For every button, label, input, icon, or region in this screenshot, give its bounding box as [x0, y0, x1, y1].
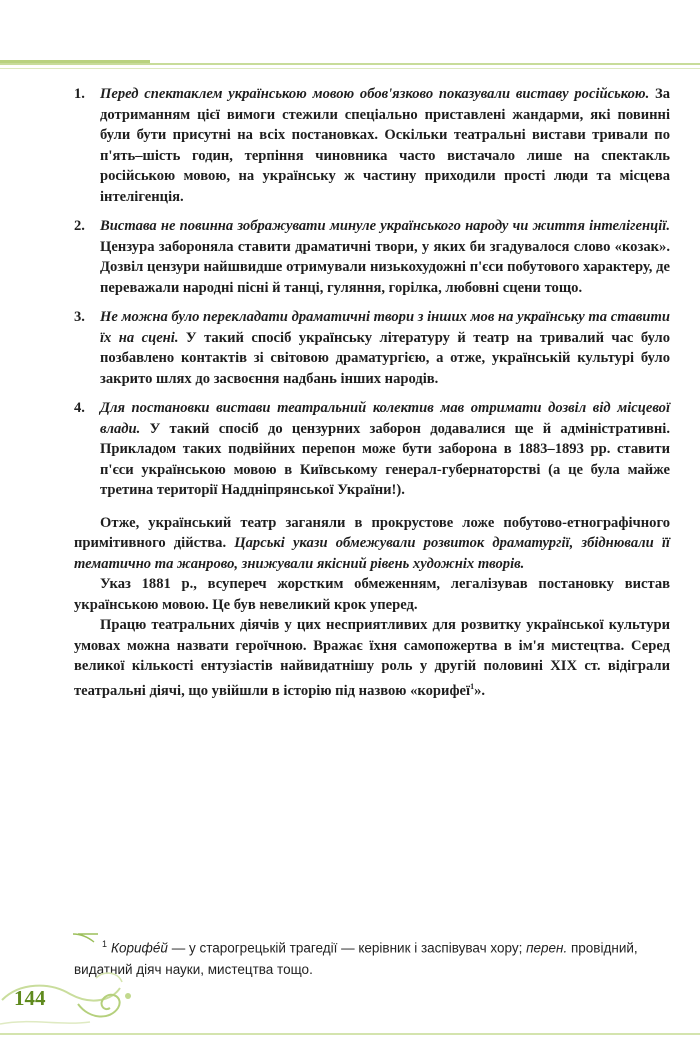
footnote [74, 934, 664, 980]
paragraph-conclusion [74, 513, 670, 575]
list-item-text: У такий спосіб українську літературу й театр на тривалий час було позбавлено контактів зі світовою драматургією, а отже, українській культурі було закрито шлях до засвоєння надбань інших народів. [100, 329, 670, 387]
paragraph-text-end: ». [474, 682, 486, 699]
paragraph-decree: Указ 1881 р., всупереч жорстким обмеженням, легалізував постановку вистав українською мовою. Це був невеликий крок уперед. [74, 576, 670, 613]
paragraph-emphasis: Царські укази обмежували розвиток драматургії, збіднювали її тематично та жанрово, знижували якісний рівень художніх творів. [74, 535, 670, 572]
list-item-number: 2. [74, 218, 85, 234]
footnote-abbr: перен. [526, 940, 568, 956]
list-item-text: У такий спосіб до цензурних заборон додавалися ще й адміністративні. Прикладом таких подвійних перепон може бути заборона в 1883–1893 рр. ставити п'єси українською мовою в Київському генерал-губернаторстві (а це була майже третина території Наддніпрянської України!). [100, 420, 670, 498]
list-item-number: 1. [74, 86, 85, 102]
paragraph-text: Отже, український театр заганяли в прокрустове ложе побутово-етнографічного примітивного дійства. [74, 514, 670, 551]
footnote-text: — у старогрецькій трагедії — керівник і заспівувач хору; [167, 940, 527, 956]
list-item-text: Цензура забороняла ставити драматичні твори, у яких би згадувалося слово «козак». Дозвіл цензури найшвидше отримували низькохудожні п'єси побутового характеру, де переважали народні пісні й танці, гуляння, горілка, любовні сцени тощо. [100, 238, 670, 296]
paragraph-koryfei [74, 615, 670, 701]
footer-rule [0, 1033, 700, 1035]
list-item-lead: Не можна було перекладати драматичні твори з інших мов на українську та ставити їх на сцені. [100, 309, 670, 346]
list-item-number: 3. [74, 309, 85, 325]
list-item-lead: Для постановки вистави театральний колектив мав отримати дозвіл від місцевої влади. [100, 400, 670, 437]
paragraph-text: Працю театральних діячів у цих несприятливих для розвитку української культури умовах можна назвати героїчною. Вражає їхня самопожертва в ім'я мистецтва. Серед великої кількості ентузіастів найвидатнішу роль у другій половині XIX ст. відіграли театральні діячі, що увійшли в історію під назвою «корифеї [74, 617, 670, 699]
list-item-number: 4. [74, 400, 85, 416]
list-item-text: За дотриманням цієї вимоги стежили спеціально приставлені жандарми, які повинні були бути присутні на всіх постановках. Оскільки театральні вистави тривали по п'ять–шість годин, терпіння чиновника часто вистачало лише на спектакль російською мовою, на українську ж частину приходили прості люди та місцева інтелігенція. [100, 86, 670, 205]
list-item-lead: Перед спектаклем українською мовою обов'язково показували виставу російською. [100, 86, 650, 102]
footnote-text-end: провідний, видатний діяч науки, мистецтва тощо. [74, 940, 638, 977]
footnote-ref[interactable]: 1 [470, 681, 475, 691]
header-rule-thin [0, 68, 700, 69]
page-number: 144 [14, 986, 46, 1010]
list-item [74, 398, 670, 501]
main-text [74, 84, 670, 701]
footnote-mark: 1 [102, 939, 108, 949]
list-item [74, 84, 670, 207]
footnote-term: Корифе́й [111, 940, 168, 956]
list-item [74, 307, 670, 389]
list-item [74, 216, 670, 298]
header-rule [0, 63, 700, 65]
list-item-lead: Вистава не повинна зображувати минуле українського народу чи життя інтелігенції. [100, 218, 670, 234]
